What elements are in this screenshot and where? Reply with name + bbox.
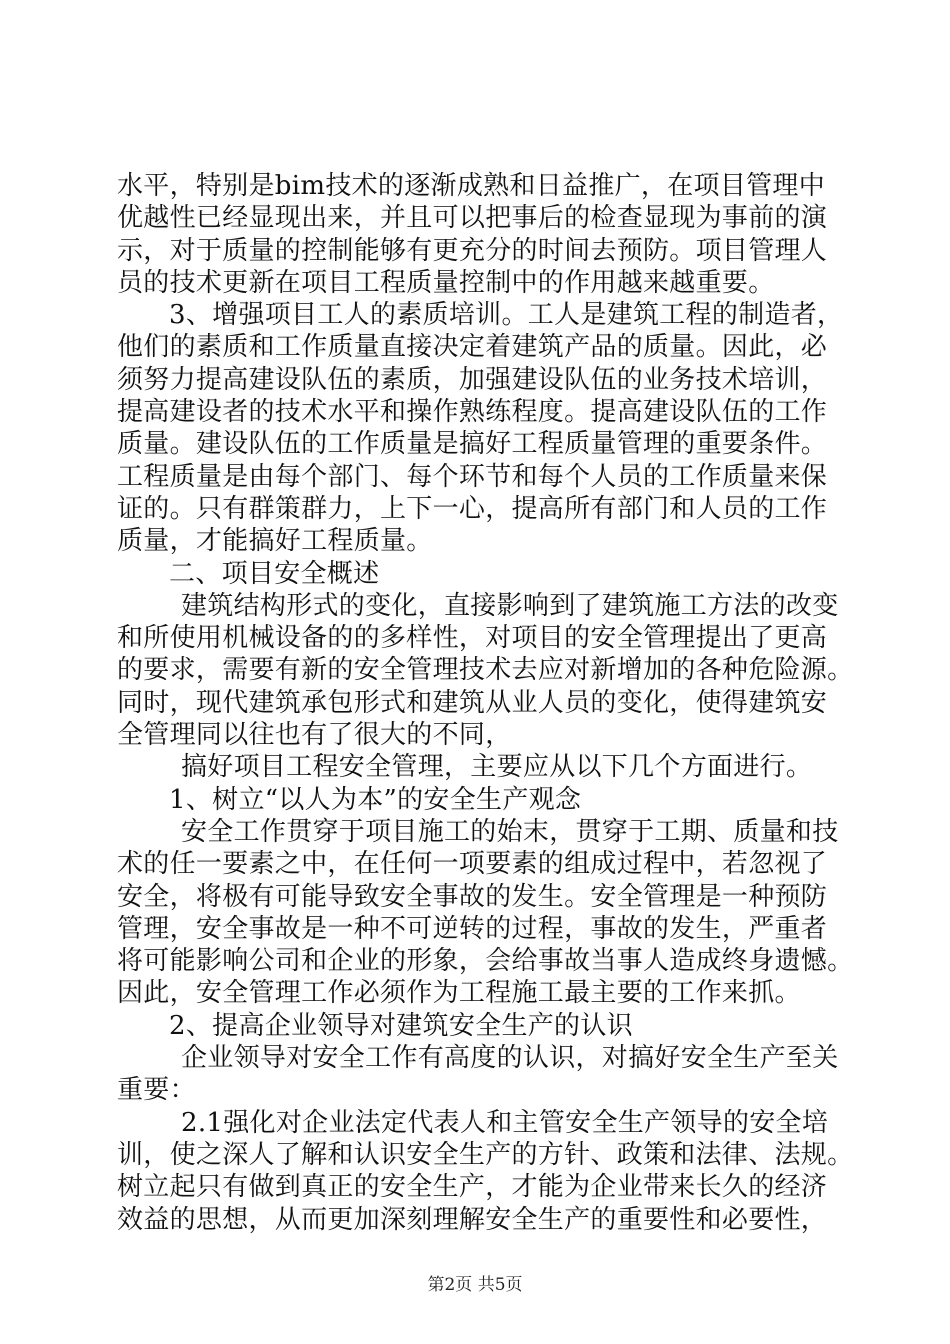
text-line: 2、提高企业领导对建筑安全生产的认识 [169,1010,633,1041]
page-number-label: 第2页 共5页 [427,1275,523,1295]
text-line: 1、树立“以人为本”的安全生产观念 [169,784,582,815]
text-line: 建筑结构形式的变化，直接影响到了建筑施工方法的改变 [181,590,839,621]
text-line: 效益的思想，从而更加深刻理解安全生产的重要性和必要性， [117,1204,828,1235]
document-body [117,170,854,1236]
text-line: 工程质量是由每个部门、每个环节和每个人员的工作质量来保 [117,461,828,492]
text-line: 因此，安全管理工作必须作为工程施工最主要的工作来抓。 [117,978,801,1009]
text-line: 须努力提高建设队伍的素质，加强建设队伍的业务技术培训， [117,364,828,395]
text-line: 全管理同以往也有了很大的不同， [117,720,512,751]
text-line: 术的任一要素之中，在任何一项要素的组成过程中，若忽视了 [117,849,828,880]
page-footer [0,1270,950,1295]
text-line: 水平，特别是bim技术的逐渐成熟和日益推广，在项目管理中 [117,171,826,201]
text-line: 安全工作贯穿于项目施工的始末，贯穿于工期、质量和技 [181,816,839,847]
text-line: 3、增强项目工人的素质培训。工人是建筑工程的制造者， [169,300,844,331]
text-line: 训，使之深人了解和认识安全生产的方针、政策和法律、法规。 [117,1139,854,1170]
text-line: 树立起只有做到真正的安全生产，才能为企业带来长久的经济 [117,1172,828,1203]
text-line: 2.1强化对企业法定代表人和主管安全生产领导的安全培 [181,1107,829,1138]
text-line: 提高建设者的技术水平和操作熟练程度。提高建设队伍的工作 [117,397,828,428]
text-line: 安全，将极有可能导致安全事故的发生。安全管理是一种预防 [117,881,828,912]
text-line: 质量，才能搞好工程质量。 [117,526,433,557]
text-line: 优越性已经显现出来，并且可以把事后的检查显现为事前的演 [117,203,828,234]
text-line: 员的技术更新在项目工程质量控制中的作用越来越重要。 [117,267,775,298]
text-line: 示，对于质量的控制能够有更充分的时间去预防。项目管理人 [117,235,828,266]
text-line: 质量。建设队伍的工作质量是搞好工程质量管理的重要条件。 [117,429,828,460]
text-line: 企业领导对安全工作有高度的认识，对搞好安全生产至关 [181,1043,839,1074]
text-line: 和所使用机械设备的的多样性，对项目的安全管理提出了更高 [117,623,828,654]
text-line: 同时，现代建筑承包形式和建筑从业人员的变化，使得建筑安 [117,687,828,718]
text-line: 的要求，需要有新的安全管理技术去应对新增加的各种危险源。 [117,655,854,686]
text-line: 将可能影响公司和企业的形象，会给事故当事人造成终身遗憾。 [117,946,854,977]
text-line: 他们的素质和工作质量直接决定着建筑产品的质量。因此，必 [117,332,828,363]
text-line: 搞好项目工程安全管理，主要应从以下几个方面进行。 [181,752,813,783]
text-line: 重要： [117,1075,196,1106]
text-line: 证的。只有群策群力，上下一心，提高所有部门和人员的工作 [117,493,828,524]
text-line: 二、项目安全概述 [169,558,380,589]
text-line: 管理，安全事故是一种不可逆转的过程，事故的发生，严重者 [117,913,828,944]
